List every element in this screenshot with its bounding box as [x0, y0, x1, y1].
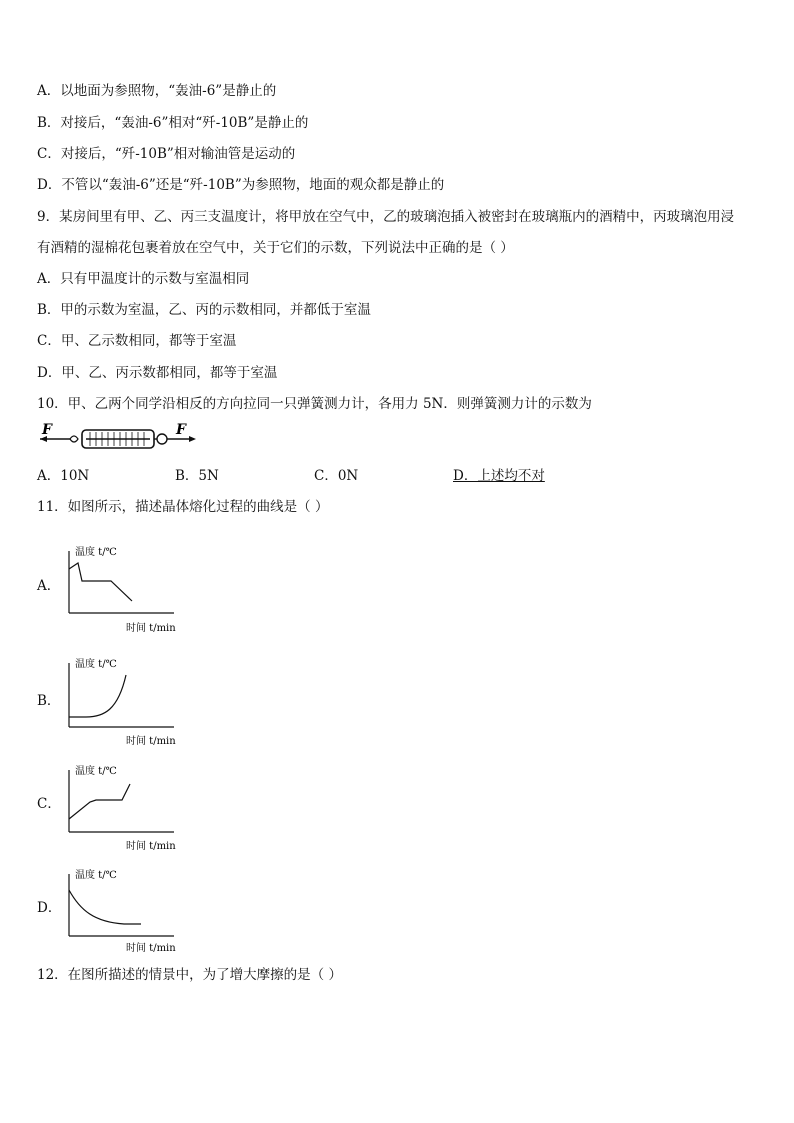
- q9-option-d: D．甲、乙、丙示数都相同，都等于室温: [37, 365, 278, 381]
- q10-option-a: A．10N: [37, 468, 90, 484]
- q8-option-b: B．对接后，“轰油-6”相对“歼-10B”是静止的: [37, 115, 309, 131]
- left-hook-icon: [70, 436, 78, 442]
- graph-a-xlabel: 时间 t/min: [126, 623, 176, 634]
- graph-c-ylabel: 温度 t/℃: [75, 766, 117, 777]
- q11-option-a-label: A．: [37, 578, 61, 594]
- graph-c: [66, 762, 191, 855]
- q10-option-b: B．5N: [175, 468, 219, 484]
- q10-stem: 10．甲、乙两个同学沿相反的方向拉同一只弹簧测力计，各用力 5N．则弹簧测力计的示数为: [37, 396, 592, 412]
- q11-option-d-label: D．: [37, 900, 62, 916]
- q8-option-d: D．不管以“轰油-6”还是“歼-10B”为参照物，地面的观众都是静止的: [37, 177, 445, 193]
- graph-b: [66, 655, 191, 748]
- graph-d: [66, 866, 191, 959]
- graph-d-ylabel: 温度 t/℃: [75, 870, 117, 881]
- q11-stem: 11．如图所示，描述晶体熔化过程的曲线是（ ）: [37, 499, 329, 515]
- q9-stem-line2: 有酒精的湿棉花包裹着放在空气中，关于它们的示数，下列说法中正确的是（ ）: [37, 240, 514, 256]
- q11-option-c-label: C．: [37, 796, 61, 812]
- right-arrowhead-icon: [189, 436, 196, 442]
- graph-c-xlabel: 时间 t/min: [126, 841, 176, 852]
- q10-option-d: D．上述均不对: [453, 468, 545, 484]
- q9-option-b: B．甲的示数为室温，乙、丙的示数相同，并都低于室温: [37, 302, 371, 318]
- graph-b-curve: [69, 675, 126, 717]
- graph-a: [66, 543, 191, 636]
- spring-scale-figure: [38, 420, 198, 452]
- q11-option-b-label: B．: [37, 693, 61, 709]
- q8-option-c: C．对接后，“歼-10B”相对输油管是运动的: [37, 146, 296, 162]
- graph-b-xlabel: 时间 t/min: [126, 736, 176, 747]
- q12-stem: 12．在图所描述的情景中，为了增大摩擦的是（ ）: [37, 967, 342, 983]
- q10-option-c: C．0N: [314, 468, 359, 484]
- graph-d-xlabel: 时间 t/min: [126, 943, 176, 954]
- graph-a-curve: [69, 563, 132, 601]
- force-label-right: F: [176, 422, 186, 438]
- right-ring-icon: [157, 434, 167, 444]
- q9-stem-line1: 9．某房间里有甲、乙、丙三支温度计，将甲放在空气中，乙的玻璃泡插入被密封在玻璃瓶内的酒精中，丙玻璃泡用浸: [37, 209, 735, 225]
- graph-c-curve: [69, 784, 130, 819]
- graph-a-ylabel: 温度 t/℃: [75, 547, 117, 558]
- q8-option-a: A．以地面为参照物，“轰油-6”是静止的: [37, 83, 277, 99]
- graph-b-ylabel: 温度 t/℃: [75, 659, 117, 670]
- q9-option-a: A．只有甲温度计的示数与室温相同: [37, 271, 250, 287]
- q9-option-c: C．甲、乙示数相同，都等于室温: [37, 333, 237, 349]
- graph-d-curve: [69, 890, 141, 924]
- force-label-left: F: [42, 422, 52, 438]
